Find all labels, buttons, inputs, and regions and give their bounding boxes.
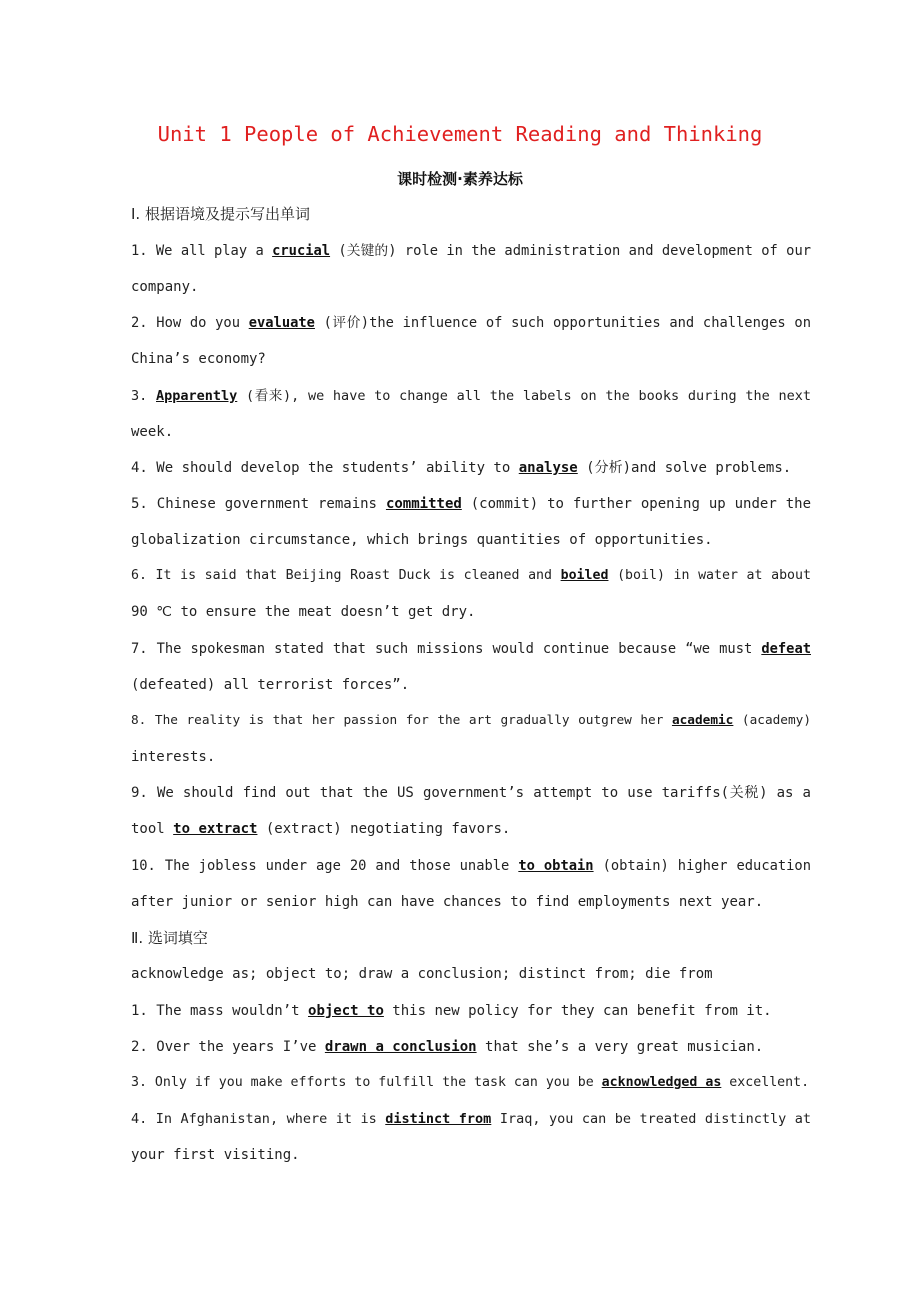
question-6: 6. It is said that Beijing Roast Duck is cleaned and boiled (boil) in water at about — [131, 568, 811, 583]
answer-2: evaluate — [248, 315, 315, 331]
answer-9: to extract — [173, 821, 258, 837]
question-8: 8. The reality is that her passion for the art gradually outgrew her academic (academy) — [131, 713, 812, 728]
answer-10: to obtain — [518, 858, 594, 874]
answer-6: boiled — [560, 568, 609, 583]
question-10-cont: after junior or senior high can have chances to find employments next year. — [131, 894, 764, 910]
section-2-heading: Ⅱ. 选词填空 — [131, 929, 208, 947]
question-1-cont: company. — [131, 279, 199, 295]
question-5-cont: globalization circumstance, which brings quantities of opportunities. — [131, 532, 713, 548]
question-4: 4. We should develop the students’ ability to analyse (分析)and solve problems. — [131, 460, 792, 476]
question-2-cont: China’s economy? — [131, 351, 266, 367]
fill-answer-3: acknowledged as — [601, 1075, 722, 1090]
answer-8: academic — [671, 713, 734, 728]
page-subtitle: 课时检测·素养达标 — [397, 170, 523, 188]
fill-answer-4: distinct from — [385, 1111, 492, 1127]
fill-question-4-cont: your first visiting. — [131, 1147, 300, 1163]
answer-7: defeat — [761, 641, 811, 657]
answer-3: Apparently — [156, 388, 238, 404]
question-6-cont: 90 ℃ to ensure the meat doesn’t get dry. — [131, 604, 476, 620]
fill-answer-1: object to — [308, 1003, 384, 1019]
question-7: 7. The spokesman stated that such missions would continue because “we must defeat — [131, 641, 811, 657]
section-1-heading: Ⅰ. 根据语境及提示写出单词 — [131, 205, 310, 223]
question-9-cont: tool to extract (extract) negotiating favors. — [131, 821, 511, 837]
answer-4: analyse — [518, 460, 578, 476]
answer-5: committed — [385, 496, 462, 512]
question-2: 2. How do you evaluate (评价)the influence of such opportunities and challenges on — [131, 315, 811, 331]
question-8-cont: interests. — [131, 749, 216, 765]
question-3-cont: week. — [131, 424, 174, 440]
fill-question-2: 2. Over the years I’ve drawn a conclusion that she’s a very great musician. — [131, 1039, 764, 1055]
fill-question-1: 1. The mass wouldn’t object to this new policy for they can benefit from it. — [131, 1003, 772, 1019]
fill-question-3: 3. Only if you make efforts to fulfill the task can you be acknowledged as excellent. — [131, 1075, 810, 1090]
question-3: 3. Apparently (看来), we have to change all the labels on the books during the next — [131, 388, 811, 404]
page-title: Unit 1 People of Achievement Reading and Thinking — [157, 122, 763, 146]
fill-question-4: 4. In Afghanistan, where it is distinct from Iraq, you can be treated distinctly at — [131, 1111, 811, 1127]
question-1: 1. We all play a crucial (关键的) role in the administration and development of our — [131, 243, 812, 259]
question-5: 5. Chinese government remains committed (commit) to further opening up under the — [131, 496, 811, 512]
question-9: 9. We should find out that the US government’s attempt to use tariffs(关税) as a — [131, 785, 811, 801]
fill-answer-2: drawn a conclusion — [324, 1039, 477, 1055]
answer-1: crucial — [272, 243, 331, 259]
question-10: 10. The jobless under age 20 and those unable to obtain (obtain) higher education — [131, 858, 811, 874]
word-options: acknowledge as; object to; draw a conclusion; distinct from; die from — [131, 966, 713, 982]
question-7-cont: (defeated) all terrorist forces”. — [131, 677, 410, 693]
